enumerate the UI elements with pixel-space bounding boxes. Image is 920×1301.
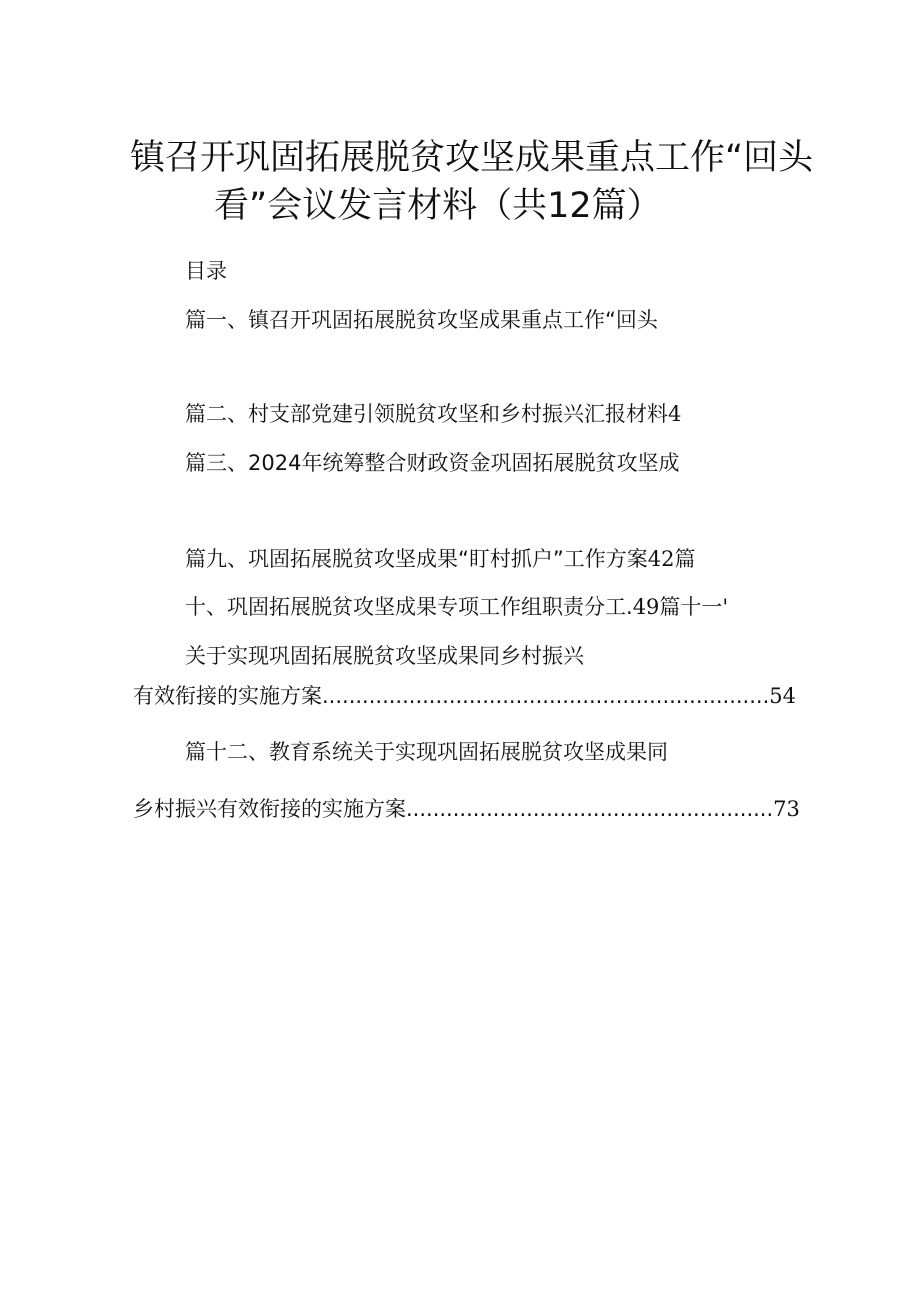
toc-entry-page: 42篇 (647, 547, 696, 571)
toc-entry-page: 73 (773, 797, 800, 821)
toc-entry-page: 4 (668, 402, 682, 426)
toc-entry-text: 篇十二、教育系统关于实现巩固拓展脱贫攻坚成果同 (185, 740, 668, 764)
toc-entry-1[interactable] (185, 306, 658, 334)
document-title-line-1: 镇召开巩固拓展脱贫攻坚成果重点工作“回头 (130, 138, 814, 178)
toc-entry-text: 十、巩固拓展脱贫攻坚成果专项工作组职责分工. (185, 595, 633, 619)
toc-entry-text: 乡村振兴有效衔接的实施方案 (133, 797, 406, 821)
toc-entry-leader: ....................................................... (406, 797, 774, 821)
toc-entry-7[interactable] (133, 682, 796, 710)
toc-heading: 目录 (185, 259, 227, 283)
toc-entry-6[interactable] (185, 642, 584, 670)
toc-entry-9[interactable] (133, 795, 800, 823)
toc-entry-4[interactable] (185, 545, 696, 573)
toc-entry-text: 篇二、村支部党建引领脱贫攻坚和乡村振兴汇报材料 (185, 402, 668, 426)
toc-entry-3[interactable] (185, 449, 679, 477)
toc-entry-leader: ................................................................... (322, 684, 770, 708)
toc-entry-text: 关于实现巩固拓展脱贫攻坚成果同乡村振兴 (185, 644, 584, 668)
toc-entry-8[interactable] (185, 738, 668, 766)
toc-entry-text: 有效衔接的实施方案 (133, 684, 322, 708)
document-title-line-2: 看”会议发言材料（共12篇） (214, 186, 662, 226)
toc-entry-page: 54 (769, 684, 796, 708)
toc-entry-5[interactable] (185, 593, 728, 621)
toc-entry-2[interactable] (185, 400, 681, 428)
toc-entry-page: 49篇十一' (632, 595, 729, 619)
toc-entry-text: 篇九、巩固拓展脱贫攻坚成果“盯村抓户”工作方案 (185, 547, 648, 571)
toc-entry-text: 篇一、镇召开巩固拓展脱贫攻坚成果重点工作“回头 (185, 308, 658, 332)
toc-entry-text: 篇三、2024年统筹整合财政资金巩固拓展脱贫攻坚成 (185, 451, 680, 475)
